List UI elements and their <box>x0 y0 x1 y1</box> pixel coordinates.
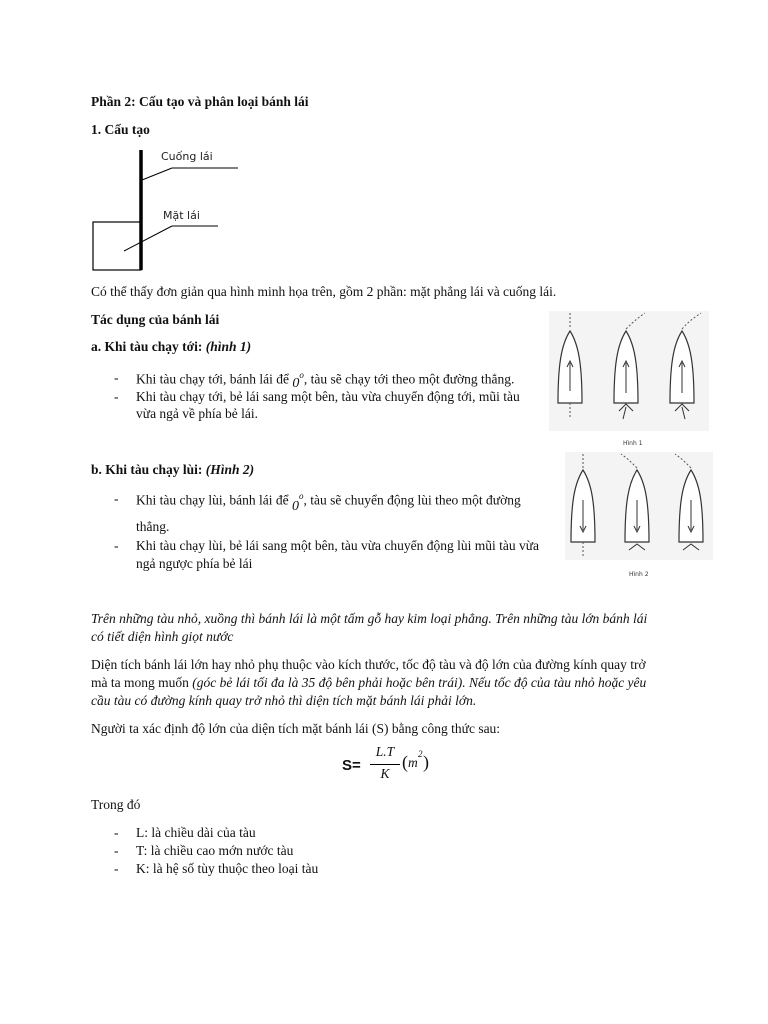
section-title-structure: 1. Cấu tạo <box>91 122 150 137</box>
figure-1-ship-forward <box>549 311 709 449</box>
area-line-1: Diện tích bánh lái lớn hay nhỏ phụ thuộc vào kích thước, tốc độ tàu và độ lớn của đường kính quay trở <box>91 657 646 672</box>
reverse-bullet-2-line2: ngả ngược phía bẻ lái <box>136 556 253 571</box>
note-line-1: Trên những tàu nhỏ, xuồng thì bánh lái là một tấm gỗ hay kim loại phẳng. Trên những tàu lớn bánh lái <box>91 611 648 626</box>
blade-leader-line <box>124 226 172 251</box>
formula-numerator: L.T <box>375 744 395 759</box>
label-blade: Mặt lái <box>163 209 200 222</box>
reverse-bullet-1: Khi tàu chạy lùi, bánh lái để 0$^o$, tàu sẽ chuyển động lùi theo một đường <box>136 491 521 514</box>
reverse-bullet-1-line2: thẳng. <box>136 519 170 534</box>
bullet-dash: - <box>114 491 119 506</box>
forward-title: a. Khi tàu chạy tới: (hình 1) <box>91 339 252 354</box>
figure-2-ship-reverse <box>565 452 713 582</box>
forward-bullet-1: Khi tàu chạy tới, bánh lái để 0$^o$, tàu sẽ chạy tới theo một đường thẳng. <box>136 370 515 391</box>
bullet-dash: - <box>114 825 119 840</box>
where-text: Trong đó <box>91 797 141 812</box>
intro-text: Có thể thấy đơn giản qua hình minh họa trên, gồm 2 phần: mặt phẳng lái và cuống lái. <box>91 284 557 299</box>
figure-2-caption: Hình 2 <box>629 571 649 578</box>
formula-exponent: 2 <box>418 749 423 759</box>
formula-unit: m <box>408 755 418 770</box>
var-item: K: là hệ số tùy thuộc theo loại tàu <box>136 861 319 876</box>
rudder-diagram <box>88 146 248 276</box>
page-heading: Phần 2: Cấu tạo và phân loại bánh lái <box>91 94 309 109</box>
reverse-title: b. Khi tàu chạy lùi: (Hình 2) <box>91 462 255 477</box>
figure-1-caption: Hình 1 <box>623 440 643 447</box>
formula-intro: Người ta xác định độ lớn của diện tích mặt bánh lái (S) bằng công thức sau: <box>91 721 501 736</box>
reverse-bullet-2-line1: Khi tàu chạy lùi, bẻ lái sang một bên, tàu vừa chuyển động lùi mũi tàu vừa <box>136 538 540 553</box>
bullet-dash: - <box>114 861 119 876</box>
bullet-dash: - <box>114 370 119 385</box>
area-line-2: mà ta mong muốn (góc bẻ lái tối đa là 35 độ bên phải hoặc bên trái). Nếu tốc độ của tàu nhỏ hoặc yêu <box>91 675 647 690</box>
forward-bullet-2-line2: vừa ngả về phía bẻ lái. <box>136 406 259 421</box>
label-stock: Cuống lái <box>161 150 213 163</box>
var-item: T: là chiều cao mớn nước tàu <box>136 843 294 858</box>
formula-denominator: K <box>380 766 390 781</box>
forward-bullet-2-line1: Khi tàu chạy tới, bẻ lái sang một bên, tàu vừa chuyển động tới, mũi tàu <box>136 389 520 404</box>
formula-lhs: S= <box>342 757 361 774</box>
fraction-bar <box>370 764 400 765</box>
bullet-dash: - <box>114 843 119 858</box>
bullet-dash: - <box>114 389 119 404</box>
effects-title: Tác dụng của bánh lái <box>91 312 220 327</box>
area-line-3: cầu tàu có đường kính quay trở nhỏ thì diện tích mặt bánh lái phải lớn. <box>91 693 477 708</box>
note-line-2: có tiết diện hình giọt nước <box>91 629 234 644</box>
stock-leader-line <box>142 168 172 180</box>
var-item: L: là chiều dài của tàu <box>136 825 256 840</box>
bullet-dash: - <box>114 538 119 553</box>
